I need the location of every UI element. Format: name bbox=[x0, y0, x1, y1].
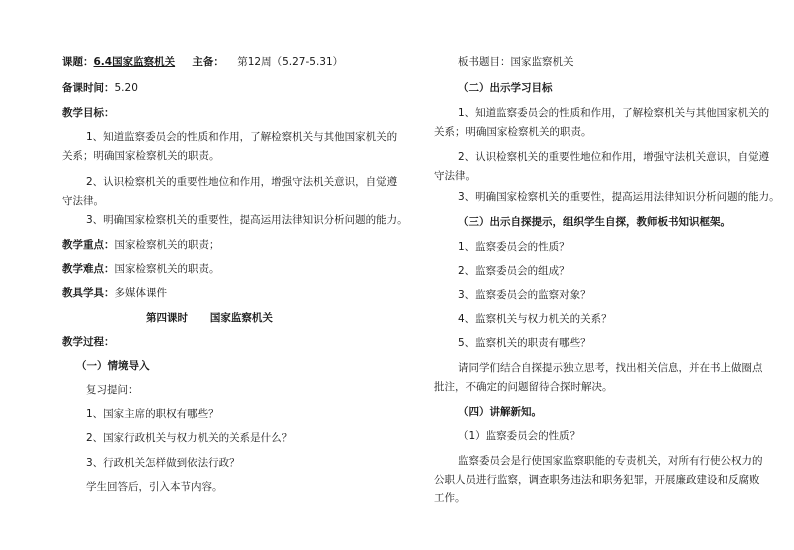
question-3: 3、监察委员会的监察对象？ bbox=[458, 289, 591, 301]
goals-heading: 教学目标： bbox=[62, 107, 115, 119]
section-3-heading: （三）出示自探提示，组织学生自探，教师板书知识框架。 bbox=[458, 216, 731, 228]
goal-2-line-2: 守法律。 bbox=[62, 195, 104, 207]
sub-question-1: （1）监察委员会的性质？ bbox=[458, 430, 581, 442]
section-2-heading: （二）出示学习目标 bbox=[458, 82, 553, 94]
r-goal-1-line-2: 关系；明确国家检察机关的职责。 bbox=[434, 126, 592, 138]
process-heading: 教学过程： bbox=[62, 336, 115, 348]
prep-time-label: 备课时间： bbox=[62, 82, 115, 94]
question-5: 5、监察机关的职责有哪些？ bbox=[458, 337, 591, 349]
r-goal-2-line-2: 守法律。 bbox=[434, 170, 476, 182]
prep-time-value: 5.20 bbox=[114, 82, 138, 94]
goal-1-line-2: 关系；明确国家检察机关的职责。 bbox=[62, 150, 220, 162]
prep-time bbox=[62, 81, 138, 95]
answer-line-3: 工作。 bbox=[434, 492, 466, 504]
review-question-1: 1、国家主席的职权有哪些？ bbox=[86, 408, 219, 420]
lesson-header bbox=[62, 55, 343, 69]
key-point bbox=[62, 238, 220, 252]
r-goal-3-line-1: 3、明确国家检察机关的重要性，提高运用法律知识分析问题的能力。 bbox=[458, 191, 780, 203]
topic-label: 课题： bbox=[62, 56, 94, 68]
board-title: 板书题目：国家监察机关 bbox=[458, 56, 574, 68]
difficulty-value: 国家检察机关的职责。 bbox=[114, 263, 220, 275]
answer-line-1: 监察委员会是行使国家监察职能的专责机关，对所有行使公权力的 bbox=[458, 455, 763, 467]
review-question-3: 3、行政机关怎样做到依法行政？ bbox=[86, 457, 240, 469]
tools bbox=[62, 286, 167, 300]
host-label: 主备： bbox=[192, 56, 224, 68]
lesson-title: 第四课时 国家监察机关 bbox=[146, 312, 273, 324]
tools-label: 教具学具： bbox=[62, 287, 115, 299]
instruction-line-1: 请同学们结合自探提示独立思考，找出相关信息，并在书上做圈点 bbox=[458, 362, 763, 374]
section-1-heading: （一）情境导入 bbox=[76, 360, 150, 372]
goal-3-line-1: 3、明确国家检察机关的重要性，提高运用法律知识分析问题的能力。 bbox=[86, 214, 408, 226]
question-4: 4、监察机关与权力机关的关系？ bbox=[458, 313, 612, 325]
review-heading: 复习提问： bbox=[86, 384, 139, 396]
goal-2-line-1: 2、认识检察机关的重要性地位和作用，增强守法机关意识，自觉遵 bbox=[86, 176, 398, 188]
goal-1-line-1: 1、知道监察委员会的性质和作用，了解检察机关与其他国家机关的 bbox=[86, 131, 398, 143]
key-point-label: 教学重点： bbox=[62, 239, 115, 251]
r-goal-2-line-1: 2、认识检察机关的重要性地位和作用，增强守法机关意识，自觉遵 bbox=[458, 151, 770, 163]
question-2: 2、监察委员会的组成？ bbox=[458, 265, 570, 277]
topic-value: 6.4国家监察机关 bbox=[93, 56, 176, 68]
difficulty bbox=[62, 262, 220, 276]
review-end: 学生回答后，引入本节内容。 bbox=[86, 481, 223, 493]
r-goal-1-line-1: 1、知道监察委员会的性质和作用，了解检察机关与其他国家机关的 bbox=[458, 107, 770, 119]
review-question-2: 2、国家行政机关与权力机关的关系是什么？ bbox=[86, 432, 293, 444]
answer-line-2: 公职人员进行监察，调查职务违法和职务犯罪，开展廉政建设和反腐败 bbox=[434, 474, 760, 486]
question-1: 1、监察委员会的性质？ bbox=[458, 241, 570, 253]
instruction-line-2: 批注，不确定的问题留待合探时解决。 bbox=[434, 381, 613, 393]
difficulty-label: 教学难点： bbox=[62, 263, 115, 275]
week-value: 第12周（5.27-5.31） bbox=[237, 56, 344, 68]
tools-value: 多媒体课件 bbox=[114, 287, 167, 299]
section-4-heading: （四）讲解新知。 bbox=[458, 406, 542, 418]
key-point-value: 国家检察机关的职责； bbox=[114, 239, 220, 251]
